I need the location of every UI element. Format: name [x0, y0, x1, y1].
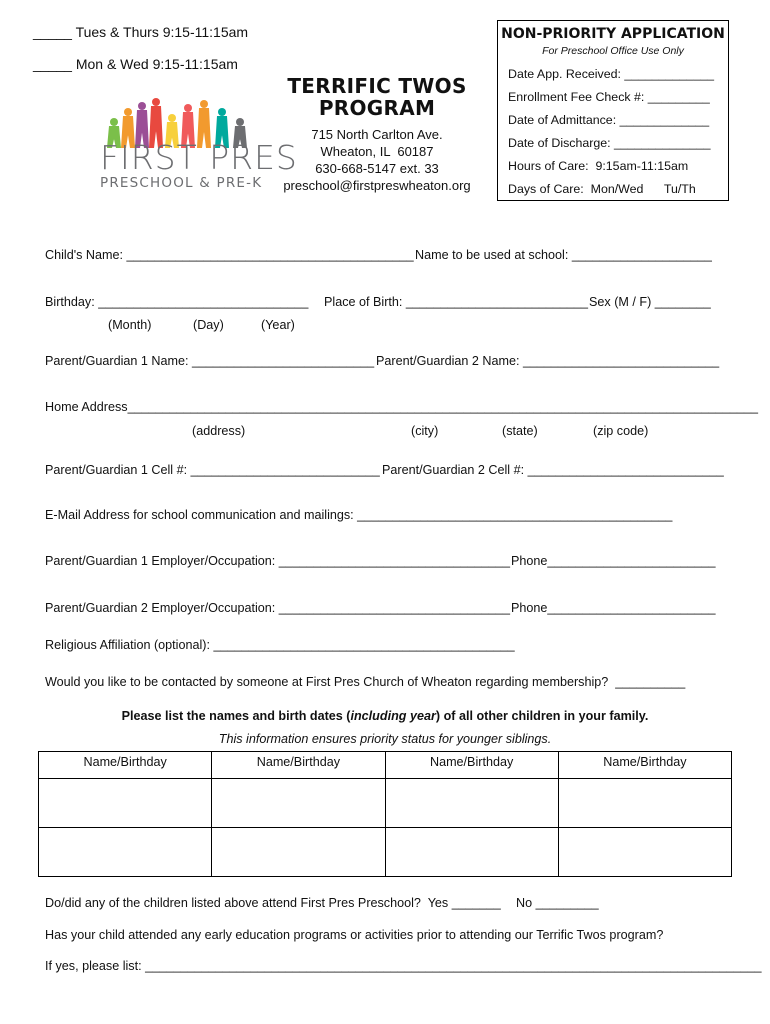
program-email: preschool@firstpreswheaton.org: [283, 178, 471, 193]
religious-affiliation-field[interactable]: Religious Affiliation (optional): ___________________________________________: [45, 638, 515, 652]
city-label: (city): [411, 424, 439, 438]
attended-first-pres-question[interactable]: Do/did any of the children listed above attend First Pres Preschool? Yes _______: [45, 896, 501, 910]
address-label: (address): [192, 424, 246, 438]
state-label: (state): [502, 424, 538, 438]
child-figure-head: [218, 108, 226, 116]
siblings-instruction-b: including year: [350, 709, 436, 723]
table-cell[interactable]: [212, 779, 385, 828]
child-figure-head: [236, 118, 244, 126]
table-cell[interactable]: [385, 779, 558, 828]
child-figure-head: [200, 100, 208, 108]
schedule-option-mon-wed[interactable]: _____ Mon & Wed 9:15-11:15am: [33, 56, 238, 72]
birthday-field[interactable]: Birthday: ______________________________: [45, 295, 309, 309]
parent2-phone-field[interactable]: Phone________________________: [511, 601, 716, 615]
child-figure-head: [110, 118, 118, 126]
table-cell[interactable]: [39, 828, 212, 877]
office-box-subtitle: For Preschool Office Use Only: [542, 45, 684, 57]
place-of-birth-field[interactable]: Place of Birth: __________________________: [324, 295, 589, 309]
child-figure-head: [138, 102, 146, 110]
early-education-question: Has your child attended any early education programs or activities prior to attending our Terrific Twos program?: [45, 928, 664, 942]
program-title-line2: PROGRAM: [318, 96, 436, 120]
siblings-instruction-c: ) of all other children in your family.: [435, 709, 649, 723]
office-box-title: NON-PRIORITY APPLICATION: [501, 26, 725, 42]
fee-check-field[interactable]: Enrollment Fee Check #: _________: [508, 90, 710, 104]
child-figure-head: [184, 104, 192, 112]
child-figure-head: [152, 98, 160, 106]
child-name-field[interactable]: Child's Name: _________________________________________: [45, 248, 414, 262]
parent2-name-field[interactable]: Parent/Guardian 2 Name: ____________________________: [376, 354, 720, 368]
table-row: [39, 828, 732, 877]
child-figure-head: [168, 114, 176, 122]
parent1-phone-field[interactable]: Phone________________________: [511, 554, 716, 568]
days-of-care: Days of Care: Mon/Wed Tu/Th: [508, 182, 696, 196]
parent1-employer-field[interactable]: Parent/Guardian 1 Employer/Occupation: _________________________________: [45, 554, 510, 568]
logo-subtitle: PRESCHOOL & PRE-K: [100, 175, 263, 191]
table-header-cell: Name/Birthday: [558, 752, 731, 779]
logo: [100, 90, 298, 191]
parent1-cell-field[interactable]: Parent/Guardian 1 Cell #: ___________________________: [45, 463, 380, 477]
school-name-field[interactable]: Name to be used at school: ____________________: [415, 248, 712, 262]
attended-no-field[interactable]: No _________: [516, 896, 599, 910]
siblings-note: This information ensures priority status for younger siblings.: [218, 732, 552, 746]
zip-label: (zip code): [593, 424, 649, 438]
hours-of-care: Hours of Care: 9:15am-11:15am: [508, 159, 689, 173]
table-cell[interactable]: [212, 828, 385, 877]
logo-title: FIRST PRES: [100, 138, 298, 177]
program-address-city: Wheaton, IL 60187: [320, 144, 434, 159]
parent2-employer-field[interactable]: Parent/Guardian 2 Employer/Occupation: _________________________________: [45, 601, 510, 615]
table-header-cell: Name/Birthday: [385, 752, 558, 779]
date-discharge-field[interactable]: Date of Discharge: ______________: [508, 136, 711, 150]
sex-field[interactable]: Sex (M / F) ________: [589, 295, 711, 309]
table-header-cell: Name/Birthday: [39, 752, 212, 779]
home-address-field[interactable]: Home Address__________________________________________________________________________________________: [45, 400, 758, 414]
table-header-row: [39, 752, 732, 779]
if-yes-list-field[interactable]: If yes, please list: ________________________________________________________________________________________: [45, 959, 762, 973]
date-admittance-field[interactable]: Date of Admittance: _____________: [508, 113, 710, 127]
siblings-table: [38, 751, 732, 877]
parent2-cell-field[interactable]: Parent/Guardian 2 Cell #: ____________________________: [382, 463, 724, 477]
email-field[interactable]: E-Mail Address for school communication and mailings: _____________________________________________: [45, 508, 673, 522]
birthday-month-label: (Month): [108, 318, 152, 332]
schedule-option-tue-thu[interactable]: _____ Tues & Thurs 9:15-11:15am: [33, 24, 249, 40]
table-cell[interactable]: [558, 779, 731, 828]
membership-contact-question[interactable]: Would you like to be contacted by someone at First Pres Church of Wheaton regarding membership? __________: [45, 675, 686, 689]
office-use-box: [497, 20, 729, 201]
table-row: [39, 779, 732, 828]
birthday-year-label: (Year): [261, 318, 295, 332]
table-cell[interactable]: [558, 828, 731, 877]
program-phone: 630-668-5147 ext. 33: [315, 161, 439, 176]
siblings-instruction: [0, 709, 770, 723]
parent1-name-field[interactable]: Parent/Guardian 1 Name: __________________________: [45, 354, 375, 368]
date-received-field[interactable]: Date App. Received: _____________: [508, 67, 714, 81]
table-header-cell: Name/Birthday: [212, 752, 385, 779]
child-figure-head: [124, 108, 132, 116]
program-title-line1: TERRIFIC TWOS: [287, 74, 467, 98]
program-address-street: 715 North Carlton Ave.: [311, 127, 443, 142]
table-cell[interactable]: [39, 779, 212, 828]
birthday-day-label: (Day): [193, 318, 224, 332]
siblings-instruction-a: Please list the names and birth dates (: [121, 709, 351, 723]
table-cell[interactable]: [385, 828, 558, 877]
